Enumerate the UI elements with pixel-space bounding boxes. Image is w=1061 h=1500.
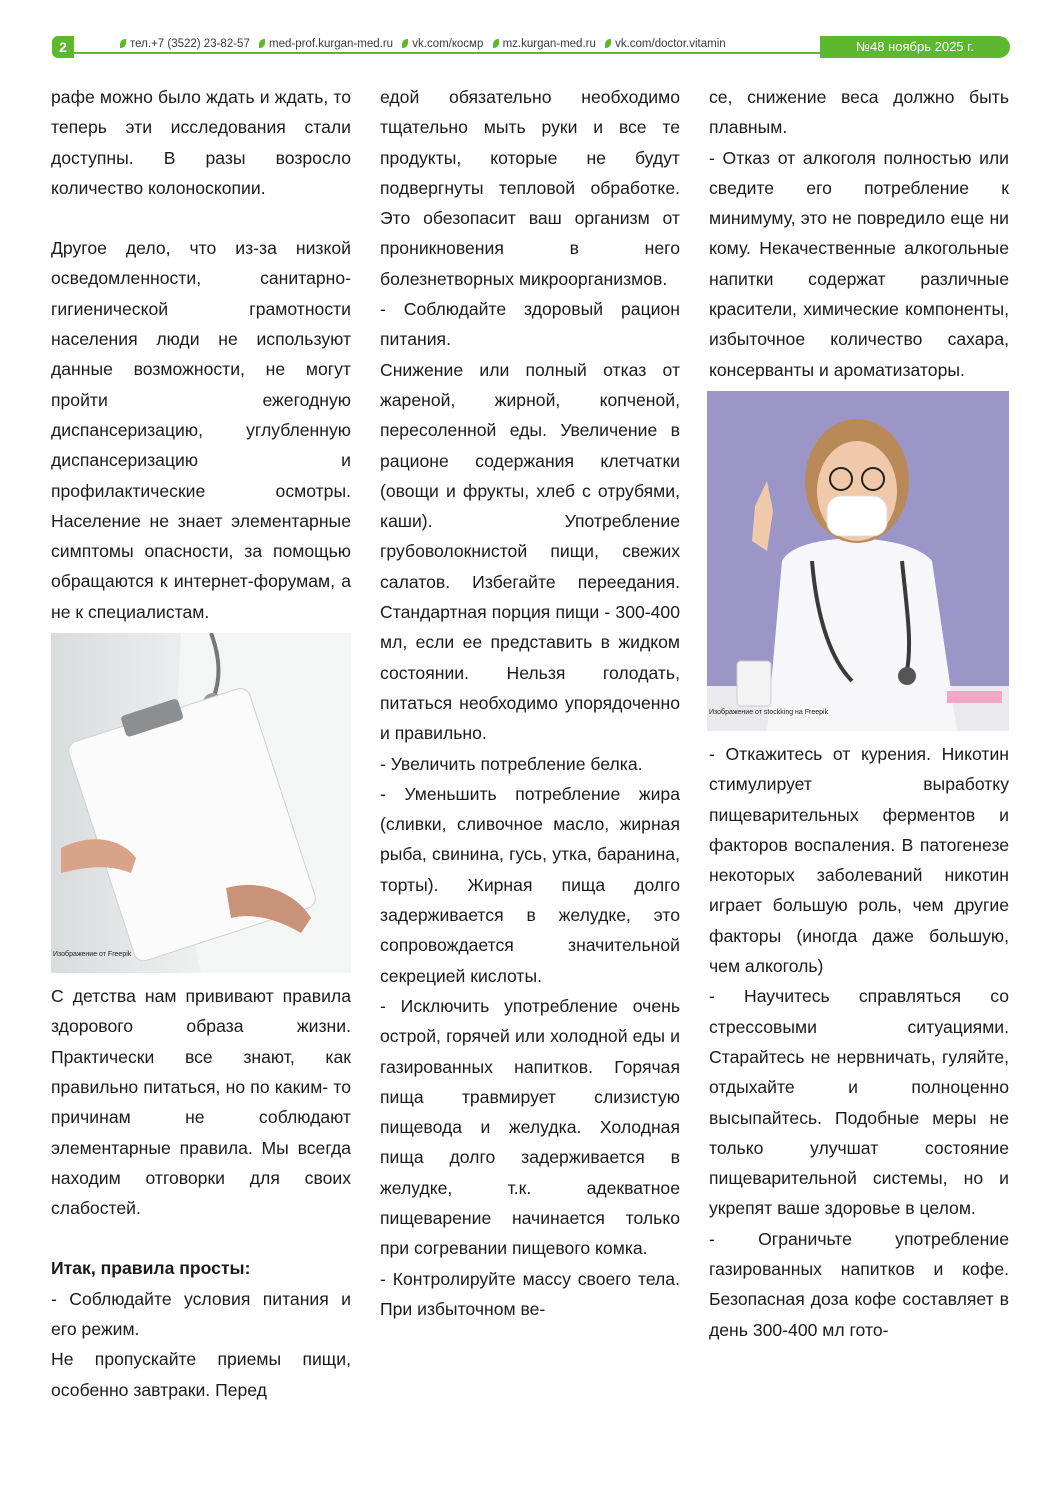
doctor-clipboard-illustration [51, 633, 351, 973]
column-2 [380, 82, 680, 1324]
doctor-mask-illustration [707, 391, 1009, 731]
paragraph: - Увеличить потребление белка. [380, 753, 643, 774]
paragraph: Снижение или полный отказ от жареной, жирной, копченой, пересоленной еды. Увеличение в рационе содержания клетчатки (овощи и фрукты, хлеб с отрубями, каши). Употребление грубоволокнистой пищи, свежих салатов. Избегайте переедания. Стандартная порция пищи - 300-400 мл, если ее представить в жидком состоянии. Нельзя голодать, питаться необходимо упорядоченно и правильно. [380, 359, 680, 744]
leaf-bullet-icon [493, 39, 499, 48]
leaf-bullet-icon [402, 39, 408, 48]
paragraph: - Соблюдайте условия питания и его режим. [51, 1288, 351, 1340]
paragraph: - Научитесь справляться со стрессовыми ситуациями. Старайтесь не нервничать, гуляйте, отдыхайте и полноценно высыпайтесь. Подобные меры не только улучшат состояние пищеварительной системы, но и укрепят ваше здоровье в целом. [709, 986, 1009, 1219]
leaf-bullet-icon [259, 39, 265, 48]
contact-phone: тел.+7 (3522) 23-82-57 [130, 38, 250, 50]
contact-mz[interactable]: mz.kurgan-med.ru [502, 38, 596, 50]
paragraph: - Откажитесь от курения. Никотин стимулирует выработку пищеварительных ферментов и факторов воспаления. В патогенезе некоторых заболеваний никотин играет большую роль, чем другие факторы (иногда даже большую, чем алкоголь) [709, 743, 1009, 977]
contact-site[interactable]: med-prof.kurgan-med.ru [269, 38, 394, 50]
paragraph: - Исключить употребление очень острой, горячей или холодной еды и газированных напитков. Горячая пища травмирует слизистую пищевода и желудка. Холодная пища долго задерживается в желудке, т.к. адекватное пищеварение начинается только при согревании пищевого комка. [380, 995, 680, 1259]
issue-label: №48 ноябрь 2025 г. [820, 36, 1010, 58]
contact-vk[interactable]: vk.com/кocмp [412, 38, 484, 50]
paragraph: Другое дело, что из-за низкой осведомленности, санитарно-гигиенической грамотности населения люди не используют данные возможности, не могут пройти ежегодную диспансеризацию, углубленную диспансеризацию и профилактические осмотры. Население не знает элементарные симптомы опасности, за помощью обращаются к интернет-форумам, а не к специалистам. [51, 238, 351, 622]
leaf-bullet-icon [120, 39, 126, 48]
paragraph: - Уменьшить потребление жира (сливки, сливочное масло, жирная рыба, свинина, гусь, утка, баранина, торты). Жирная пища долго задерживается в желудке, это сопровождается значительной секрецией кислоты. [380, 783, 680, 986]
paragraph: Не пропускайте приемы пищи, особенно завтраки. Перед [51, 1349, 351, 1400]
paragraph: - Соблюдайте здоровый рацион питания. [380, 299, 680, 350]
paragraph: рафе можно было ждать и ждать, то теперь эти исследования стали доступны. В разы возросло количество колоноскопии. [51, 87, 351, 198]
doctor-mask-photo [707, 391, 1009, 731]
page-number: 2 [52, 36, 74, 58]
paragraph: се, снижение веса должно быть плавным. [709, 87, 1009, 138]
paragraph: - Контролируйте массу своего тела. При избыточном ве- [380, 1268, 680, 1319]
rules-heading: Итак, правила просты: [51, 1258, 251, 1279]
paragraph: - Отказ от алкоголя полностью или сведите его потребление к минимуму, это не повредило еще ни кому. Некачественные алкогольные напитки содержат различные красители, химические компоненты, избыточное количество сахара, консерванты и ароматизаторы. [709, 147, 1009, 380]
paragraph: С детства нам прививают правила здорового образа жизни. Практически все знают, как правильно питаться, но по каким- то причинам не соблюдают элементарные правила. Мы всегда находим отговорки для своих слабостей. [51, 986, 351, 1219]
leaf-bullet-icon [605, 39, 611, 48]
contact-vk-doctor[interactable]: vk.com/doctor.vitamin [615, 38, 726, 50]
photo-credit: Изображение от Freepik [53, 950, 132, 958]
page-header [52, 36, 1010, 58]
column-1 [51, 82, 351, 1405]
doctor-clipboard-photo [51, 633, 351, 973]
header-contacts [114, 38, 726, 50]
paragraph: едой обязательно необходимо тщательно мыть руки и все те продукты, которые не будут подвергнуты тепловой обработке. Это обезопасит ваш организм от проникновения в него болезнетворных микроорганизмов. [380, 87, 680, 289]
header-rule [74, 52, 844, 54]
column-3 [709, 82, 1009, 1345]
photo-credit: Изображение от stockking на Freepik [709, 708, 829, 716]
paragraph: - Ограничьте употребление газированных напитков и кофе. Безопасная доза кофе составляет в день 300-400 мл гото- [709, 1228, 1009, 1340]
